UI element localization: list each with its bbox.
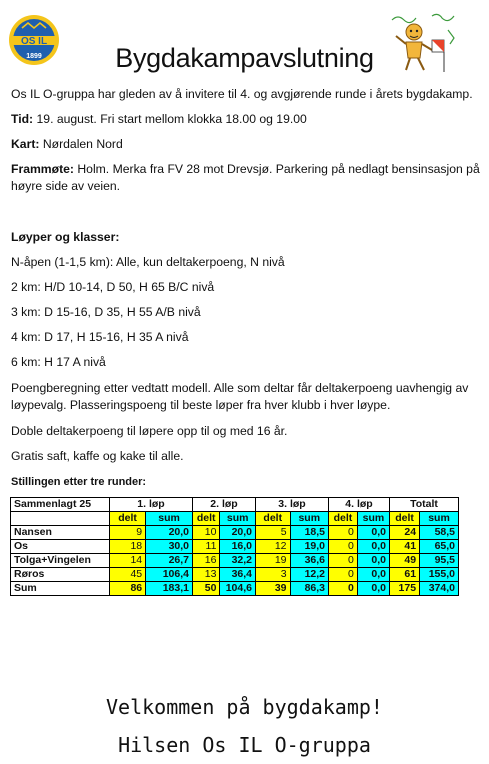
delt-cell: 0 — [329, 540, 358, 554]
delt-cell: 18 — [110, 540, 146, 554]
sum-cell: 36,4 — [220, 568, 256, 582]
delt-cell: 14 — [110, 554, 146, 568]
table-subheader-row — [11, 512, 459, 526]
time-line — [11, 111, 481, 128]
page-title: Bygdakampavslutning — [115, 43, 374, 73]
course-item: N-åpen (1-1,5 km): Alle, kun deltakerpoeng, N nivå — [11, 255, 285, 269]
delt-cell: 0 — [329, 582, 358, 596]
sum-cell: 104,6 — [220, 582, 256, 596]
welcome-message: Velkommen på bygdakamp! — [106, 695, 383, 719]
sum-cell: 20,0 — [146, 526, 193, 540]
sum-header: sum — [357, 512, 389, 526]
course-item: 2 km: H/D 10-14, D 50, H 65 B/C nivå — [11, 280, 215, 294]
table-row — [11, 540, 459, 554]
delt-cell: 45 — [110, 568, 146, 582]
round-header: 4. løp — [329, 498, 390, 512]
sum-cell: 36,6 — [290, 554, 328, 568]
map-label: Kart: — [11, 137, 40, 151]
greeting-signature: Hilsen Os IL O-gruppa — [118, 733, 371, 757]
delt-cell: 39 — [256, 582, 291, 596]
corner-cell: Sammenlagt 25 — [11, 498, 110, 512]
sum-header: sum — [220, 512, 256, 526]
course-item: 3 km: D 15-16, D 35, H 55 A/B nivå — [11, 305, 201, 319]
sum-header: sum — [146, 512, 193, 526]
delt-header: delt — [193, 512, 220, 526]
sum-cell: 58,5 — [420, 526, 459, 540]
courses-heading: Løyper og klasser: — [11, 230, 120, 244]
points-note: Poengberegning etter vedtatt modell. Alle som deltar får deltakerpoeng uavhengig av løypevalg. Plasseringspoeng til beste løper fra hver klubb i hver løype. — [11, 381, 469, 412]
meeting-line — [11, 161, 481, 195]
delt-cell: 86 — [110, 582, 146, 596]
delt-cell: 24 — [390, 526, 420, 540]
delt-cell: 50 — [193, 582, 220, 596]
sum-cell: 0,0 — [357, 554, 389, 568]
table-row — [11, 568, 459, 582]
delt-cell: 0 — [329, 526, 358, 540]
meeting-label: Frammøte: — [11, 162, 74, 176]
logo-year: 1899 — [26, 53, 42, 60]
delt-cell: 5 — [256, 526, 291, 540]
sum-cell: 0,0 — [357, 582, 389, 596]
table-total-row — [11, 582, 459, 596]
time-value: 19. august. Fri start mellom klokka 18.00 og 19.00 — [33, 112, 307, 126]
round-header: 2. løp — [193, 498, 256, 512]
sum-cell: 18,5 — [290, 526, 328, 540]
delt-cell: 3 — [256, 568, 291, 582]
sum-cell: 32,2 — [220, 554, 256, 568]
sum-cell: 183,1 — [146, 582, 193, 596]
sum-cell: 19,0 — [290, 540, 328, 554]
intro-text: Os IL O-gruppa har gleden av å invitere til 4. og avgjørende runde i årets bygdakamp. — [11, 87, 473, 101]
delt-header: delt — [329, 512, 358, 526]
delt-cell: 175 — [390, 582, 420, 596]
team-name: Os — [11, 540, 110, 554]
total-label: Sum — [11, 582, 110, 596]
table-header-row — [11, 498, 459, 512]
team-name: Nansen — [11, 526, 110, 540]
delt-cell: 11 — [193, 540, 220, 554]
sum-cell: 106,4 — [146, 568, 193, 582]
sum-cell: 0,0 — [357, 526, 389, 540]
team-name: Tolga+Vingelen — [11, 554, 110, 568]
map-value: Nørdalen Nord — [39, 137, 123, 151]
delt-cell: 41 — [390, 540, 420, 554]
delt-cell: 9 — [110, 526, 146, 540]
sum-cell: 374,0 — [420, 582, 459, 596]
standings-table — [10, 497, 459, 596]
sum-cell: 16,0 — [220, 540, 256, 554]
delt-cell: 13 — [193, 568, 220, 582]
sum-cell: 86,3 — [290, 582, 328, 596]
table-row — [11, 526, 459, 540]
delt-header: delt — [110, 512, 146, 526]
delt-cell: 10 — [193, 526, 220, 540]
delt-cell: 16 — [193, 554, 220, 568]
delt-cell: 61 — [390, 568, 420, 582]
double-points-note: Doble deltakerpoeng til løpere opp til og med 16 år. — [11, 424, 288, 438]
course-item: 6 km: H 17 A nivå — [11, 355, 106, 369]
round-header: Totalt — [390, 498, 459, 512]
round-header: 3. løp — [256, 498, 329, 512]
sum-cell: 12,2 — [290, 568, 328, 582]
sum-cell: 155,0 — [420, 568, 459, 582]
sum-cell: 26,7 — [146, 554, 193, 568]
sum-cell: 95,5 — [420, 554, 459, 568]
delt-cell: 0 — [329, 554, 358, 568]
delt-cell: 49 — [390, 554, 420, 568]
map-line — [11, 136, 481, 153]
sum-cell: 20,0 — [220, 526, 256, 540]
free-refreshments-note: Gratis saft, kaffe og kake til alle. — [11, 449, 184, 463]
sum-header: sum — [290, 512, 328, 526]
delt-cell: 12 — [256, 540, 291, 554]
sum-cell: 65,0 — [420, 540, 459, 554]
blank-cell — [11, 512, 110, 526]
sum-header: sum — [420, 512, 459, 526]
standings-heading: Stillingen etter tre runder: — [11, 476, 147, 488]
course-item: 4 km: D 17, H 15-16, H 35 A nivå — [11, 330, 189, 344]
delt-cell: 0 — [329, 568, 358, 582]
table-row — [11, 554, 459, 568]
time-label: Tid: — [11, 112, 34, 126]
round-header: 1. løp — [110, 498, 193, 512]
delt-cell: 19 — [256, 554, 291, 568]
meeting-value: Holm. Merka fra FV 28 mot Drevsjø. Parkering på nedlagt bensinsasjon på høyre side av veien. — [11, 162, 480, 193]
sum-cell: 0,0 — [357, 568, 389, 582]
sum-cell: 30,0 — [146, 540, 193, 554]
team-name: Røros — [11, 568, 110, 582]
logo-text: OS IL — [20, 36, 48, 47]
delt-header: delt — [256, 512, 291, 526]
delt-header: delt — [390, 512, 420, 526]
sum-cell: 0,0 — [357, 540, 389, 554]
